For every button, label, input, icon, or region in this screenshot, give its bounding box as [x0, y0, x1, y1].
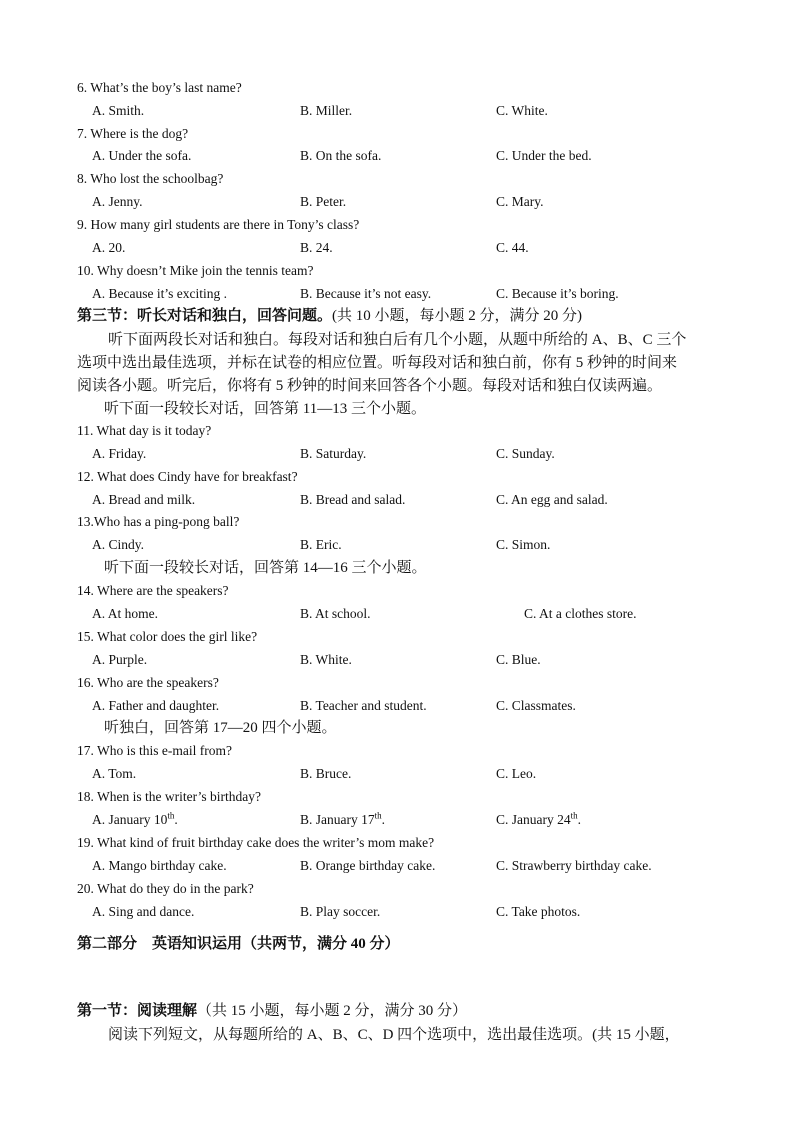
q14-option-b: B. At school. [300, 606, 371, 621]
section-3-instruction-line-2: 选项中选出最佳选项，并标在试卷的相应位置。听每段对话和独白前，你有 5 秒钟的时间来 [77, 355, 678, 371]
question-11: 11. What day is it today? [77, 423, 212, 438]
q18-option-a-sup: th [167, 810, 175, 821]
q20-option-a: A. Sing and dance. [92, 904, 195, 919]
q10-option-a: A. Because it’s exciting . [92, 286, 227, 301]
q15-option-c: C. Blue. [496, 652, 541, 667]
q7-option-c: C. Under the bed. [496, 148, 592, 163]
q18-option-c-sup: th [570, 810, 578, 821]
q9-option-a: A. 20. [92, 240, 126, 255]
q19-option-a: A. Mango birthday cake. [92, 858, 227, 873]
part-2-section-1-instruction: 阅读下列短文，从每题所给的 A、B、C、D 四个选项中，选出最佳选项。(共 15 小题， [108, 1027, 680, 1043]
question-15: 15. What color does the girl like? [77, 629, 258, 644]
q16-option-a: A. Father and daughter. [92, 698, 220, 713]
part-2-section-1-heading-bold: 第一节：阅读理解 [77, 1003, 198, 1019]
q10-option-b: B. Because it’s not easy. [300, 286, 432, 301]
question-19: 19. What kind of fruit birthday cake does the writer’s mom make? [77, 835, 435, 850]
question-12: 12. What does Cindy have for breakfast? [77, 469, 298, 484]
section-3-heading [77, 306, 582, 326]
subsection-17-20-instruction: 听独白，回答第 17—20 四个小题。 [104, 720, 337, 736]
q15-option-b: B. White. [300, 652, 352, 667]
q8-option-c: C. Mary. [496, 194, 544, 209]
question-10: 10. Why doesn’t Mike join the tennis team? [77, 263, 314, 278]
q18-option-b [300, 811, 385, 829]
section-3-heading-bold: 第三节：听长对话和独白，回答问题。 [77, 308, 333, 324]
q14-option-c: C. At a clothes store. [524, 606, 637, 621]
q17-option-c: C. Leo. [496, 766, 537, 781]
question-16: 16. Who are the speakers? [77, 675, 219, 690]
q17-option-a: A. Tom. [92, 766, 137, 781]
q12-option-c: C. An egg and salad. [496, 492, 608, 507]
part-2-section-1-heading-score: （共 15 小题，每小题 2 分，满分 30 分） [197, 1003, 468, 1019]
q18-option-c [496, 811, 581, 829]
q6-option-b: B. Miller. [300, 103, 353, 118]
q7-option-a: A. Under the sofa. [92, 148, 192, 163]
section-3-heading-score: (共 10 小题，每小题 2 分，满分 20 分) [332, 308, 583, 324]
q11-option-a: A. Friday. [92, 446, 147, 461]
q8-option-b: B. Peter. [300, 194, 347, 209]
q13-option-a: A. Cindy. [92, 537, 145, 552]
q16-option-b: B. Teacher and student. [300, 698, 427, 713]
q12-option-a: A. Bread and milk. [92, 492, 196, 507]
q18-option-c-text: C. January 24 [496, 812, 571, 827]
q18-option-b-sup: th [374, 810, 382, 821]
q13-option-c: C. Simon. [496, 537, 551, 552]
q18-option-a [92, 811, 178, 829]
section-3-instruction-line-1: 听下面两段长对话和独白。每段对话和独白后有几个小题，从题中所给的 A、B、C 三个 [108, 332, 687, 348]
q12-option-b: B. Bread and salad. [300, 492, 406, 507]
section-3-instruction-line-3: 阅读各小题。听完后，你将有 5 秒钟的时间来回答各个小题。每段对话和独白仅读两遍。 [77, 378, 663, 394]
q6-option-c: C. White. [496, 103, 548, 118]
q17-option-b: B. Bruce. [300, 766, 352, 781]
q6-option-a: A. Smith. [92, 103, 145, 118]
q20-option-c: C. Take photos. [496, 904, 581, 919]
q10-option-c: C. Because it’s boring. [496, 286, 619, 301]
q7-option-b: B. On the sofa. [300, 148, 382, 163]
q14-option-a: A. At home. [92, 606, 158, 621]
part-2-section-1-heading [77, 1001, 467, 1021]
q13-option-b: B. Eric. [300, 537, 342, 552]
q9-option-b: B. 24. [300, 240, 333, 255]
question-8: 8. Who lost the schoolbag? [77, 171, 224, 186]
subsection-11-13-instruction: 听下面一段较长对话，回答第 11—13 三个小题。 [104, 401, 426, 417]
q19-option-b: B. Orange birthday cake. [300, 858, 436, 873]
question-18: 18. When is the writer’s birthday? [77, 789, 261, 804]
q18-option-c-dot: . [577, 812, 582, 827]
q20-option-b: B. Play soccer. [300, 904, 381, 919]
question-13: 13.Who has a ping-pong ball? [77, 514, 240, 529]
q16-option-c: C. Classmates. [496, 698, 576, 713]
question-20: 20. What do they do in the park? [77, 881, 254, 896]
q15-option-a: A. Purple. [92, 652, 148, 667]
q18-option-a-dot: . [174, 812, 178, 827]
question-7: 7. Where is the dog? [77, 126, 189, 141]
q18-option-a-text: A. January 10 [92, 812, 168, 827]
q19-option-c: C. Strawberry birthday cake. [496, 858, 652, 873]
question-9: 9. How many girl students are there in Tony’s class? [77, 217, 360, 232]
q11-option-b: B. Saturday. [300, 446, 367, 461]
q9-option-c: C. 44. [496, 240, 529, 255]
q18-option-b-text: B. January 17 [300, 812, 375, 827]
question-14: 14. Where are the speakers? [77, 583, 229, 598]
q8-option-a: A. Jenny. [92, 194, 143, 209]
q11-option-c: C. Sunday. [496, 446, 555, 461]
question-6: 6. What’s the boy’s last name? [77, 80, 242, 95]
question-17: 17. Who is this e-mail from? [77, 743, 232, 758]
part-2-title: 第二部分 英语知识运用（共两节，满分 40 分） [77, 936, 400, 952]
q18-option-b-dot: . [381, 812, 386, 827]
subsection-14-16-instruction: 听下面一段较长对话，回答第 14—16 三个小题。 [104, 560, 427, 576]
